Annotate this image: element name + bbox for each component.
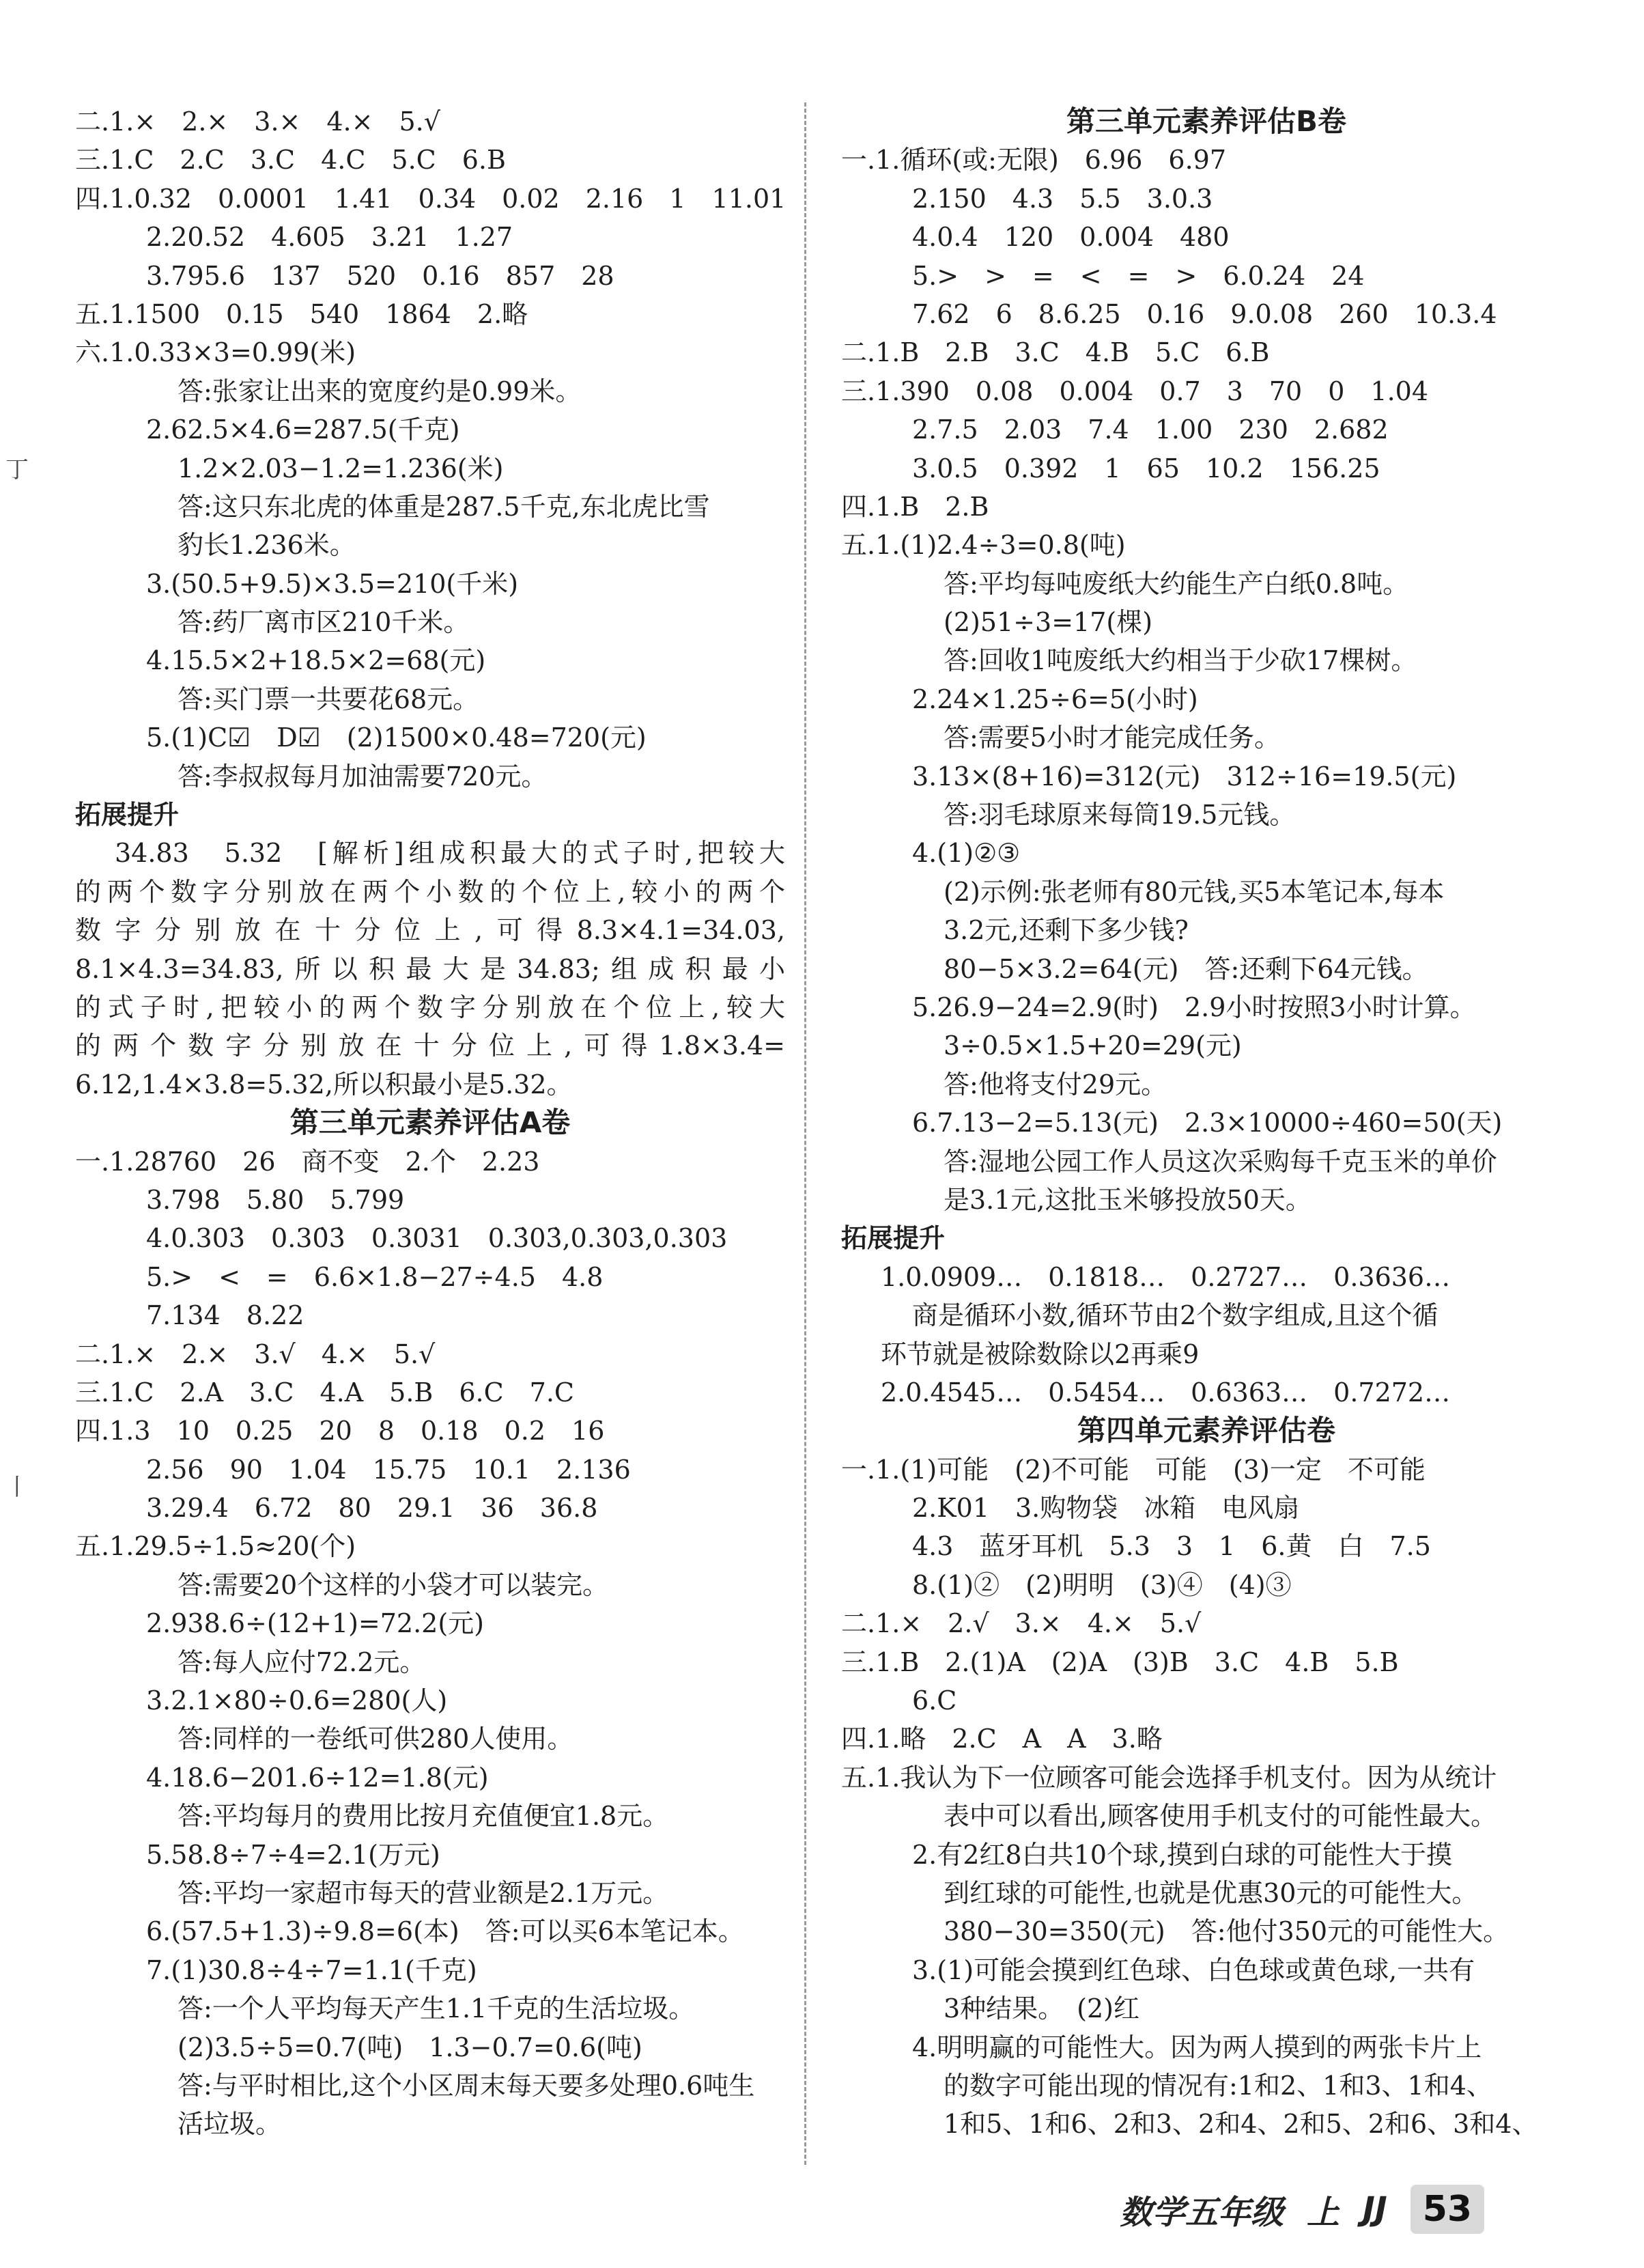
answer-line: 3.0.5 0.392 1 65 10.2 156.25 [912, 453, 1380, 484]
answer-line: 答:药厂离市区210千米。 [178, 607, 470, 638]
answer-line: 答:他将支付29元。 [944, 1069, 1167, 1100]
answer-line: 6.7.13−2=5.13(元) 2.3×10000÷460=50(天) [912, 1108, 1503, 1138]
answer-line: 5.> < = 6.6×1.8−27÷4.5 4.8 [146, 1261, 604, 1292]
answer-line: (2)示例:张老师有80元钱,买5本笔记本,每本 [944, 876, 1445, 907]
answer-line: 3.795.6 137 520 0.16 857 28 [146, 260, 614, 291]
answer-line: 二.1.× 2.× 3.× 4.× 5.√ [75, 107, 440, 137]
page-number: 53 [1411, 2185, 1484, 2234]
section-heading: 第四单元素养评估卷 [1077, 1414, 1335, 1448]
answer-line: 3种结果。 (2)红 [944, 1993, 1140, 2024]
page-footer [1120, 2182, 1484, 2237]
answer-line: 2.150 4.3 5.5 3.0.3 [912, 183, 1213, 214]
answer-line: 5.> > = < = > 6.0.24 24 [912, 260, 1365, 291]
answer-line: 2.24×1.25÷6=5(小时) [912, 684, 1198, 714]
answer-line: 答:买门票一共要花68元。 [178, 684, 479, 714]
section-heading: 第三单元素养评估A卷 [289, 1106, 571, 1140]
answer-line: 五.1.(1)2.4÷3=0.8(吨) [841, 530, 1126, 561]
answer-line: 三.1.C 2.C 3.C 4.C 5.C 6.B [75, 145, 506, 176]
answer-line: 4.0.303̇ 0.30̇3̇ 0.3031 0.3̇03̇,0.3̇03̇,0.303 [146, 1223, 728, 1254]
answer-line: 三.1.C 2.A 3.C 4.A 5.B 6.C 7.C [75, 1377, 574, 1408]
answer-line: 二.1.× 2.× 3.√ 4.× 5.√ [75, 1339, 436, 1369]
answer-line: 答:每人应付72.2元。 [178, 1647, 426, 1677]
answer-line: 4.0.4 120 0.004 480 [912, 222, 1230, 253]
answer-line: 4.3 蓝牙耳机 5.3 3 1 6.黄 白 7.5 [912, 1531, 1431, 1562]
answer-line: 2.K01 3.购物袋 冰箱 电风扇 [912, 1493, 1300, 1524]
answer-line: 二.1.× 2.√ 3.× 4.× 5.√ [841, 1608, 1202, 1639]
answer-line: (2)51÷3=17(棵) [944, 607, 1153, 638]
subsection-heading: 拓展提升 [75, 800, 180, 830]
answer-line: 答:这只东北虎的体重是287.5千克,东北虎比雪 [178, 491, 710, 522]
answer-line: 7.134 8.22 [146, 1300, 304, 1331]
answer-line: 8.1×4.3=34.83,所以积最大是34.83;组成积最小 [75, 953, 785, 984]
footer-volume: 上 [1307, 2193, 1340, 2232]
answer-line: 4.明明赢的可能性大。因为两人摸到的两张卡片上 [912, 2032, 1482, 2062]
subsection-heading: 拓展提升 [841, 1223, 946, 1254]
answer-line: 4.18.6−201.6÷12=1.8(元) [146, 1762, 489, 1793]
answer-line: 5.26.9−24=2.9(时) 2.9小时按照3小时计算。 [912, 992, 1476, 1022]
answer-line: 答:回收1吨废纸大约相当于少砍17棵树。 [944, 645, 1417, 676]
answer-line: (2)3.5÷5=0.7(吨) 1.3−0.7=0.6(吨) [178, 2032, 642, 2062]
answer-line: 答:羽毛球原来每筒19.5元钱。 [944, 800, 1296, 830]
answer-line: 环节就是被除数除以2再乘9 [881, 1339, 1200, 1369]
section-heading: 第三单元素养评估B卷 [1066, 104, 1346, 138]
answer-line: 2.20.52 4.605 3.21 1.27 [146, 222, 513, 253]
margin-mark-2: 丨 [5, 1474, 29, 1501]
answer-line: 一.1.(1)可能 (2)不可能 可能 (3)一定 不可能 [841, 1454, 1426, 1485]
answer-line: 四.1.略 2.C A A 3.略 [841, 1724, 1163, 1754]
answer-line: 34.83 5.32 [解析]组成积最大的式子时,把较大 [115, 838, 785, 869]
answer-line: 3.2.1×80÷0.6=280(人) [146, 1685, 448, 1716]
answer-line: 3.(50.5+9.5)×3.5=210(千米) [146, 568, 519, 599]
answer-line: 五.1.1500 0.15 540 1864 2.略 [75, 298, 528, 329]
answer-line: 2.7.5 2.03 7.4 1.00 230 2.682 [912, 415, 1389, 445]
answer-line: 表中可以看出,顾客使用手机支付的可能性最大。 [944, 1801, 1497, 1832]
answer-line: 7.(1)30.8÷4÷7=1.1(千克) [146, 1955, 477, 1985]
answer-line: 答:同样的一卷纸可供280人使用。 [178, 1724, 573, 1754]
answer-line: 3.13×(8+16)=312(元) 312÷16=19.5(元) [912, 761, 1457, 792]
answer-line: 五.1.我认为下一位顾客可能会选择手机支付。因为从统计 [841, 1762, 1497, 1793]
answer-line: 80−5×3.2=64(元) 答:还剩下64元钱。 [944, 953, 1428, 984]
answer-line: 答:需要20个这样的小袋才可以装完。 [178, 1569, 609, 1600]
answer-line: 6.C [912, 1685, 957, 1716]
answer-line: 活垃圾。 [178, 2109, 282, 2140]
answer-line: 答:一个人平均每天产生1.1千克的生活垃圾。 [178, 1993, 695, 2024]
answer-line: 6.12,1.4×3.8=5.32,所以积最小是5.32。 [75, 1069, 573, 1100]
answer-line: 5.(1)C☑ D☑ (2)1500×0.48=720(元) [146, 723, 647, 753]
answer-line: 的式子时,把较小的两个数字分别放在个位上,较大 [75, 992, 785, 1022]
answer-line: 2.有2红8白共10个球,摸到白球的可能性大于摸 [912, 1839, 1453, 1870]
left-column [75, 102, 785, 2144]
answer-line: 六.1.0.33×3=0.99(米) [75, 337, 356, 368]
answer-line: 答:平均每月的费用比按月充值便宜1.8元。 [178, 1801, 669, 1832]
answer-line: 商是循环小数,循环节由2个数字组成,且这个循 [912, 1300, 1438, 1331]
answer-line: 3.2元,还剩下多少钱? [944, 915, 1189, 946]
footer-edition: JJ [1363, 2190, 1387, 2228]
answer-line: 答:平均每吨废纸大约能生产白纸0.8吨。 [944, 568, 1409, 599]
answer-line: 3.29.4 6.72 80 29.1 36 36.8 [146, 1493, 598, 1524]
answer-line: 答:湿地公园工作人员这次采购每千克玉米的单价 [944, 1146, 1497, 1177]
answer-line: 三.1.390 0.08 0.004 0.7 3 70 0 1.04 [841, 376, 1429, 406]
answer-line: 五.1.29.5÷1.5≈20(个) [75, 1531, 356, 1562]
answer-line: 2.0.4545… 0.5454… 0.6363… 0.7272… [881, 1377, 1451, 1408]
answer-line: 6.(57.5+1.3)÷9.8=6(本) 答:可以买6本笔记本。 [146, 1916, 744, 1947]
answer-line: 四.1.3 10 0.25 20 8 0.18 0.2 16 [75, 1416, 605, 1446]
answer-line: 答:李叔叔每月加油需要720元。 [178, 761, 548, 792]
answer-line: 7.62 6 8.6.25 0.16 9.0.08 260 10.3.4 [912, 298, 1497, 329]
answer-line: 1.0.0909… 0.1818… 0.2727… 0.3636… [881, 1261, 1451, 1292]
answer-line: 三.1.B 2.(1)A (2)A (3)B 3.C 4.B 5.B [841, 1647, 1399, 1677]
answer-line: 四.1.B 2.B [841, 491, 989, 522]
answer-line: 2.56 90 1.04 15.75 10.1 2.136 [146, 1454, 631, 1485]
answer-line: 2.62.5×4.6=287.5(千克) [146, 415, 460, 445]
answer-line: 5.58.8÷7÷4=2.1(万元) [146, 1839, 440, 1870]
answer-line: 2.938.6÷(12+1)=72.2(元) [146, 1608, 485, 1639]
margin-mark-1: 丁 [5, 456, 29, 484]
answer-line: 3÷0.5×1.5+20=29(元) [944, 1031, 1242, 1061]
answer-line: 四.1.0.32 0.0001 1.41 0.34 0.02 2.16 1 11.01 [75, 183, 786, 214]
answer-line: 的两个数字分别放在两个小数的个位上,较小的两个 [75, 876, 785, 907]
answer-line: 答:平均一家超市每天的营业额是2.1万元。 [178, 1877, 669, 1908]
answer-line: 一.1.循环(或:无限) 6.96 6.97 [841, 145, 1227, 176]
answer-line: 二.1.B 2.B 3.C 4.B 5.C 6.B [841, 337, 1270, 368]
answer-line: 8.(1)② (2)明明 (3)④ (4)③ [912, 1569, 1292, 1600]
answer-line: 的两个数字分别放在十分位上,可得1.8×3.4= [75, 1031, 785, 1061]
answer-line: 380−30=350(元) 答:他付350元的可能性大。 [944, 1916, 1510, 1947]
answer-line: 1.2×2.03−1.2=1.236(米) [178, 453, 504, 484]
right-column [841, 102, 1572, 2144]
answer-line: 一.1.28760 26 商不变 2.个 2.23 [75, 1146, 540, 1177]
answer-line: 到红球的可能性,也就是优惠30元的可能性大。 [944, 1877, 1478, 1908]
answer-line: 答:与平时相比,这个小区周末每天要多处理0.6吨生 [178, 2070, 755, 2101]
answer-line: 数字分别放在十分位上,可得8.3×4.1=34.03, [75, 915, 785, 946]
footer-subject: 数学五年级 [1120, 2193, 1284, 2232]
answer-line: 4.15.5×2+18.5×2=68(元) [146, 645, 486, 676]
answer-line: 3.(1)可能会摸到红色球、白色球或黄色球,一共有 [912, 1955, 1475, 1985]
column-divider [804, 102, 806, 2165]
answer-line: 答:张家让出来的宽度约是0.99米。 [178, 376, 582, 406]
answer-line: 豹长1.236米。 [178, 530, 356, 561]
answer-line: 答:需要5小时才能完成任务。 [944, 723, 1280, 753]
answer-line: 的数字可能出现的情况有:1和2、1和3、1和4、 [944, 2070, 1492, 2101]
answer-line: 是3.1元,这批玉米够投放50天。 [944, 1184, 1312, 1215]
answer-line: 1和5、1和6、2和3、2和4、2和5、2和6、3和4、 [944, 2109, 1538, 2140]
answer-line: 4.(1)②③ [912, 838, 1021, 869]
answer-line: 3.798 5.80 5.799 [146, 1184, 405, 1215]
